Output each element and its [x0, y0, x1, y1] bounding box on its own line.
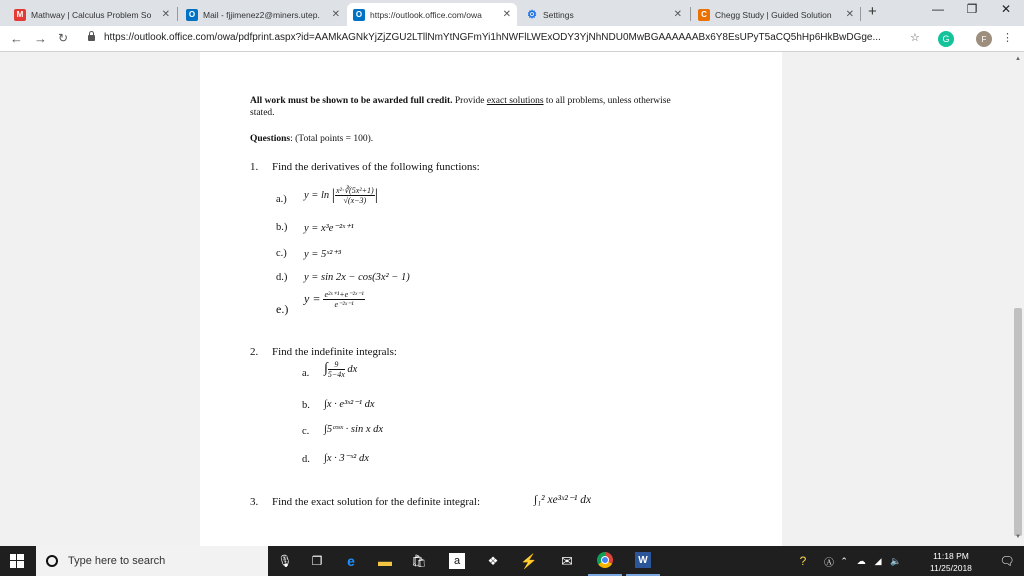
volume-icon[interactable]: 🔈 [890, 555, 902, 566]
scroll-up-icon[interactable]: ▲ [1015, 56, 1021, 62]
store-icon[interactable]: 🛍 [411, 554, 427, 568]
amazon-icon[interactable]: a [440, 546, 474, 576]
menu-icon[interactable]: ⋮ [1002, 32, 1013, 44]
scrollbar[interactable] [1012, 52, 1024, 546]
microphone-icon[interactable]: 🎙 [277, 554, 293, 568]
tab-mathway[interactable] [8, 3, 176, 26]
question-1-number: 1. [250, 161, 259, 173]
clock[interactable] [930, 550, 972, 574]
q1-item-expr: y = sin 2x − cos(3x² − 1) [304, 272, 410, 283]
close-icon[interactable]: ✕ [845, 9, 854, 20]
reload-icon[interactable]: ↻ [58, 31, 69, 45]
close-icon[interactable]: ✕ [502, 9, 511, 20]
edge-icon[interactable]: e [347, 553, 355, 569]
instructions-bold: All work must be shown to be awarded full credit. [250, 96, 453, 106]
chevron-up-icon[interactable]: ⌃ [840, 555, 848, 566]
chrome-icon[interactable] [588, 546, 622, 576]
tab-title: Settings [543, 9, 574, 20]
q1-item-expr: y = $\frac{\text{e²ˣ⁺¹+e⁻²ˣ⁻¹}}{\text{e⁻²ˣ⁻¹}}$ [304, 290, 364, 309]
close-icon[interactable]: ✕ [161, 9, 170, 20]
tab-outlook-pdf[interactable] [347, 3, 517, 26]
tab-title: Mail - fjjimenez2@miners.utep. [203, 9, 320, 20]
q1-item-label: d.) [276, 272, 288, 283]
star-icon[interactable]: ☆ [910, 32, 920, 44]
scroll-down-icon[interactable]: ▼ [1015, 534, 1021, 540]
mathway-icon: M [14, 9, 26, 21]
q2-item-expr: ∫x · e³ˣ²⁻¹ dx [324, 399, 375, 410]
word-icon[interactable]: W [626, 546, 660, 576]
q1-item-label: a.) [276, 194, 287, 205]
tab-chegg[interactable] [692, 3, 860, 26]
question-2-number: 2. [250, 346, 259, 358]
dropbox-icon[interactable]: ❖ [487, 554, 499, 568]
lock-icon [88, 35, 95, 41]
address-bar[interactable]: https://outlook.office.com/owa/pdfprint.aspx?id=AAMkAGNkYjZjZGU2LTllNmYtNGFmYi1hNWFlLWExODY3YjNhNDU0MwBGAAAAAABx6Y8EsUPyT5aCQ5hHp6HkBwDGge... [104, 32, 881, 43]
date: 11/25/2018 [930, 563, 972, 573]
q2-item-expr: ∫x · 3⁻ˣ² dx [324, 453, 369, 464]
windows-start-icon[interactable] [0, 546, 34, 576]
q1-item-label: c.) [276, 248, 287, 259]
task-view-icon[interactable]: ❐ [311, 554, 323, 568]
new-tab-button[interactable]: + [868, 3, 877, 20]
q2-item-label: b. [302, 400, 310, 411]
questions-heading: Questions: (Total points = 100). [250, 134, 374, 144]
scrollbar-thumb[interactable] [1014, 308, 1022, 536]
outlook-icon: O [186, 9, 198, 21]
tab-settings[interactable] [520, 3, 688, 26]
close-icon[interactable]: ✕ [331, 9, 340, 20]
question-3-expr: ∫₁² xe³ˣ²⁻¹ dx [534, 494, 592, 506]
tab-title: Chegg Study | Guided Solution [715, 9, 832, 20]
minimize-button[interactable]: — [932, 2, 944, 16]
grammarly-icon[interactable]: G [938, 31, 954, 47]
lightning-icon[interactable]: ⚡ [520, 552, 538, 569]
outlook-icon: O [353, 9, 365, 21]
pdf-viewer [0, 52, 1024, 546]
q1-item-label: b.) [276, 222, 288, 233]
browser-toolbar [0, 26, 1024, 52]
taskbar [0, 546, 1024, 576]
search-input[interactable]: Type here to search [68, 555, 166, 567]
notification-icon[interactable]: 🗨 [999, 554, 1015, 568]
question-1-text: Find the derivatives of the following functions: [272, 161, 480, 173]
tab-mail[interactable] [180, 3, 346, 26]
tab-title: https://outlook.office.com/owa [370, 9, 482, 20]
gear-icon: ⚙ [527, 9, 537, 21]
wifi-icon[interactable]: ◢ [874, 555, 882, 566]
q1-item-expr: y = ln | $\frac{\text{x²·∛(5x²+1)}}{√(x-3)}$ | [304, 186, 378, 205]
system-tray-icons[interactable] [836, 546, 906, 576]
restore-button[interactable]: ❐ [966, 2, 978, 16]
chegg-icon: C [698, 9, 710, 21]
q2-item-expr: ∫5ᶜᵒˢˣ · sin x dx [324, 424, 384, 435]
q2-item-expr: ∫ $\frac{9}{5-4x}$ dx [324, 360, 358, 379]
close-window-button[interactable]: ✕ [1000, 2, 1012, 16]
close-icon[interactable]: ✕ [673, 9, 682, 20]
q2-item-label: d. [302, 454, 310, 465]
tab-strip [0, 0, 1024, 26]
file-explorer-icon[interactable]: ▬ [378, 553, 392, 569]
taskbar-search[interactable] [36, 546, 268, 576]
question-2-text: Find the indefinite integrals: [272, 346, 397, 358]
q2-item-label: a. [302, 368, 310, 379]
instructions-line2: stated. [250, 108, 275, 118]
time: 11:18 PM [933, 551, 969, 561]
people-icon[interactable]: Ⓐ [824, 557, 834, 569]
q1-item-expr: y = x³e⁻²ˣ⁺¹ [304, 223, 354, 234]
back-icon[interactable]: ← [10, 31, 23, 46]
instructions: All work must be shown to be awarded full credit. Provide exact solutions to all problems, unless otherwise [250, 96, 671, 106]
question-3-number: 3. [250, 496, 259, 508]
mail-icon[interactable]: ✉ [561, 552, 573, 569]
question-3-text: Find the exact solution for the definite integral: [272, 496, 481, 508]
cortana-icon [46, 555, 58, 567]
help-icon[interactable]: ? [799, 554, 807, 568]
q2-item-label: c. [302, 426, 310, 437]
document-page [200, 52, 782, 546]
forward-icon[interactable]: → [34, 31, 47, 46]
avatar[interactable]: F [976, 31, 992, 47]
q1-item-label: e.) [276, 302, 289, 316]
network-icon[interactable]: ☁ [856, 555, 866, 566]
q1-item-expr: y = 5ˣ²⁺³ [304, 249, 342, 260]
tab-title: Mathway | Calculus Problem So [31, 9, 152, 20]
